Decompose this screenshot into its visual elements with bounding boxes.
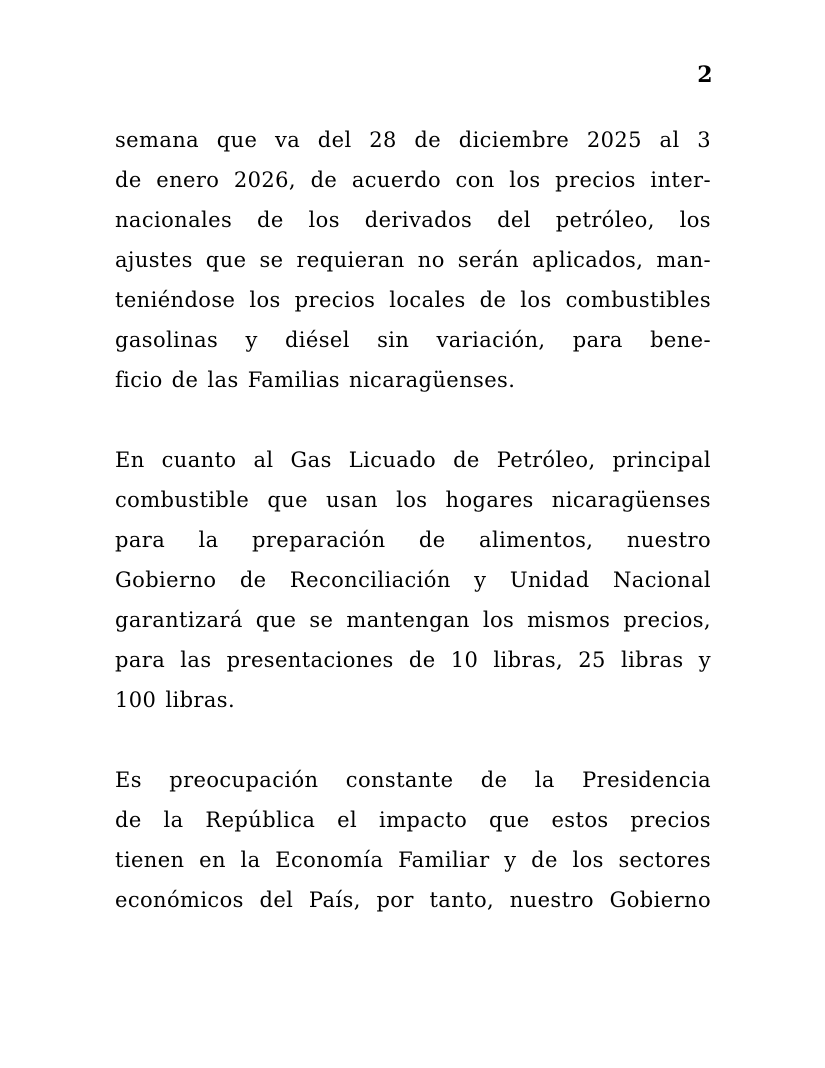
- text-line: Gobierno de Reconciliación y Unidad Nacional: [115, 568, 711, 592]
- paragraph: [115, 120, 711, 400]
- text-line: de la República el impacto que estos precios: [115, 808, 711, 832]
- text-line: teniéndose los precios locales de los combustibles: [115, 288, 711, 312]
- text-line: semana que va del 28 de diciembre 2025 al 3: [115, 128, 711, 152]
- text-line: de enero 2026, de acuerdo con los precios inter-: [115, 168, 711, 192]
- text-line: garantizará que se mantengan los mismos precios,: [115, 608, 711, 632]
- text-line: nacionales de los derivados del petróleo, los: [115, 208, 711, 232]
- text-line: para las presentaciones de 10 libras, 25 libras y: [115, 648, 711, 672]
- text-line: 100 libras.: [115, 688, 236, 712]
- page-number: 2: [697, 62, 713, 88]
- text-line: Es preocupación constante de la Presidencia: [115, 768, 711, 792]
- paragraph: [115, 440, 711, 720]
- text-line: En cuanto al Gas Licuado de Petróleo, principal: [115, 448, 711, 472]
- text-line: gasolinas y diésel sin variación, para bene-: [115, 328, 711, 352]
- text-line: ajustes que se requieran no serán aplicados, man-: [115, 248, 711, 272]
- paragraph: [115, 760, 711, 920]
- text-line: económicos del País, por tanto, nuestro Gobierno: [115, 888, 711, 912]
- text-line: tienen en la Economía Familiar y de los sectores: [115, 848, 711, 872]
- document-body: [115, 120, 711, 920]
- text-line: ficio de las Familias nicaragüenses.: [115, 368, 516, 392]
- text-line: combustible que usan los hogares nicaragüenses: [115, 488, 711, 512]
- text-line: para la preparación de alimentos, nuestro: [115, 528, 711, 552]
